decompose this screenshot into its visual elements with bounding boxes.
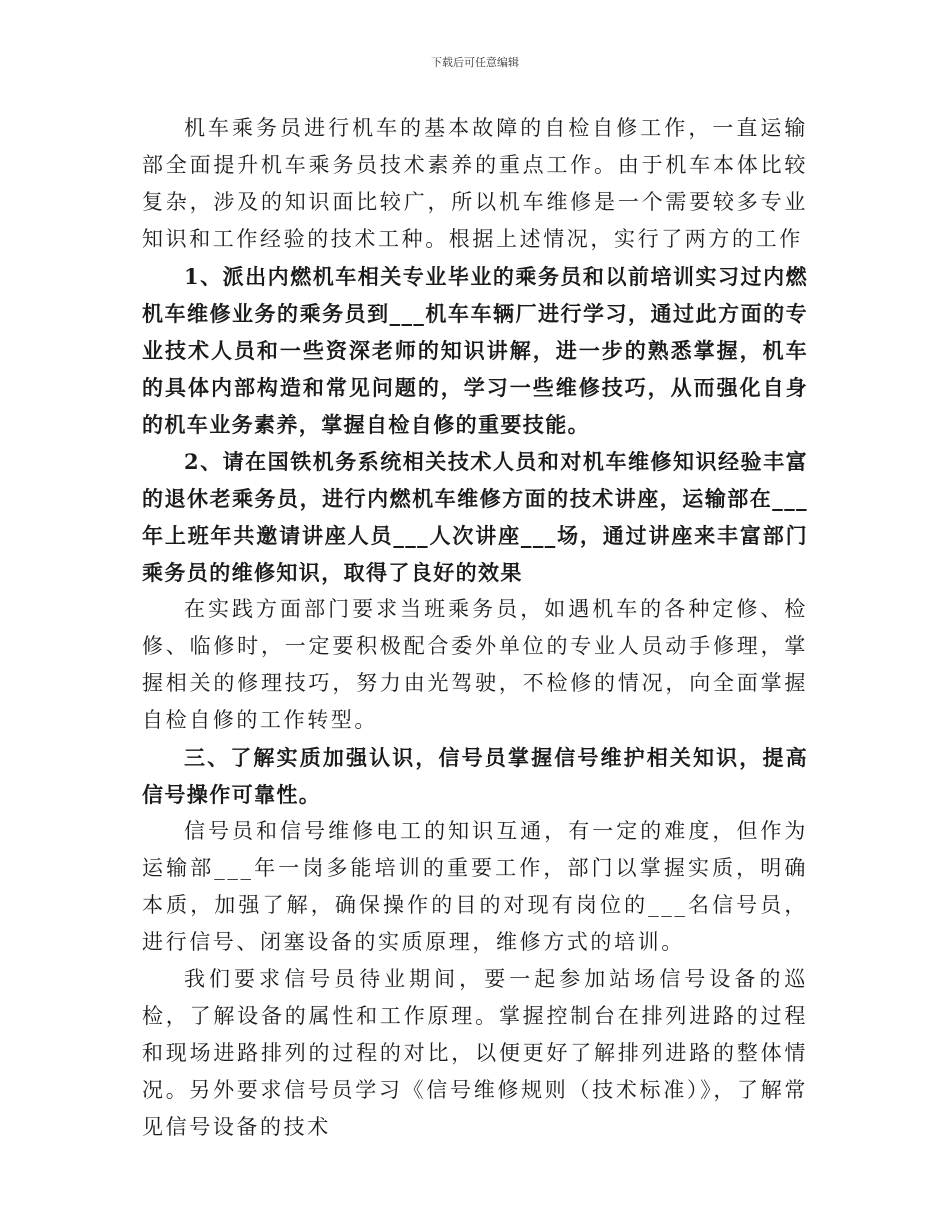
paragraph-intro: 机车乘务员进行机车的基本故障的自检自修工作，一直运输部全面提升机车乘务员技术素养的重点工作。由于机车本体比较复杂，涉及的知识面比较广，所以机车维修是一个需要较多专业知识和工作经验的技术工种。根据上述情况，实行了两方的工作 [142,116,808,251]
paragraph-practice: 在实践方面部门要求当班乘务员，如遇机车的各种定修、检修、临修时，一定要积极配合委外单位的专业人员动手修理，掌握相关的修理技巧，努力由光驾驶，不检修的情况，向全面掌握自检自修的工作转型。 [142,597,808,732]
section-heading-3: 三、了解实质加强认识，信号员掌握信号维护相关知识，提高信号操作可靠性。 [142,745,808,807]
page-header: 下载后可任意编辑 [431,56,519,69]
paragraph-signal-training: 信号员和信号维修电工的知识互通，有一定的难度，但作为运输部___年一岗多能培训的重要工作，部门以掌握实质，明确本质，加强了解，确保操作的目的对现有岗位的___名信号员，进行信号、闭塞设备的实质原理，维修方式的培训。 [142,819,808,954]
document-body [142,110,808,1146]
paragraph-item-2: 2、请在国铁机务系统相关技术人员和对机车维修知识经验丰富的退休老乘务员，进行内燃机车维修方面的技术讲座，运输部在___年上班年共邀请讲座人员___人次讲座___场，通过讲座来丰富部门乘务员的维修知识，取得了良好的效果 [142,449,808,585]
paragraph-item-1: 1、派出内燃机车相关专业毕业的乘务员和以前培训实习过内燃机车维修业务的乘务员到___机车车辆厂进行学习，通过此方面的专业技术人员和一些资深老师的知识讲解，进一步的熟悉掌握，机车的具体内部构造和常见问题的，学习一些维修技巧，从而强化自身的机车业务素养，掌握自检自修的重要技能。 [142,264,808,437]
paragraph-signal-inspection: 我们要求信号员待业期间，要一起参加站场信号设备的巡检，了解设备的属性和工作原理。掌握控制台在排列进路的过程和现场进路排列的过程的对比，以便更好了解排列进路的整体情况。另外要求信号员学习《信号维修规则（技术标准）》，了解常见信号设备的技术 [142,967,808,1139]
